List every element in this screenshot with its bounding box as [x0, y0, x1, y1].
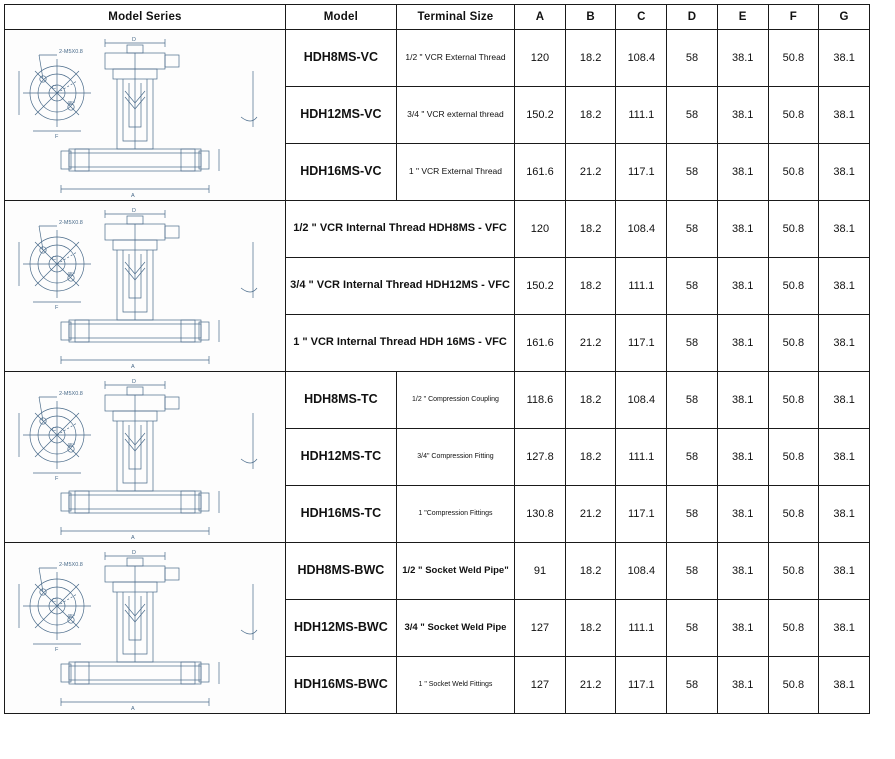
dimension-b-cell: 18.2 [565, 201, 616, 258]
svg-text:2-M5X0.8: 2-M5X0.8 [59, 391, 83, 397]
model-series-drawing-cell [5, 543, 286, 714]
dimension-g-cell: 38.1 [819, 258, 870, 315]
svg-text:D: D [132, 550, 136, 556]
dimension-c-cell: 117.1 [616, 144, 667, 201]
table-body [5, 30, 870, 714]
dimension-e-cell: 38.1 [717, 315, 768, 372]
specification-table [4, 4, 870, 714]
dimension-c-cell: 108.4 [616, 30, 667, 87]
model-name-cell: HDH16MS-VC [285, 144, 396, 201]
terminal-size-cell: 3/4 " VCR external thread [396, 87, 514, 144]
dimension-a-cell: 127.8 [515, 429, 566, 486]
dimension-d-cell: 58 [667, 429, 718, 486]
terminal-size-cell: 1 " Socket Weld Fittings [396, 657, 514, 714]
dimension-g-cell: 38.1 [819, 30, 870, 87]
dimension-a-cell: 127 [515, 657, 566, 714]
dimension-d-cell: 58 [667, 372, 718, 429]
column-header-a: A [515, 5, 566, 30]
dimension-f-cell: 50.8 [768, 258, 819, 315]
terminal-size-cell: 1 "Compression Fittings [396, 486, 514, 543]
svg-text:2-M5X0.8: 2-M5X0.8 [59, 220, 83, 226]
dimension-a-cell: 150.2 [515, 87, 566, 144]
column-header-terminal-size: Terminal Size [396, 5, 514, 30]
dimension-e-cell: 38.1 [717, 429, 768, 486]
dimension-f-cell: 50.8 [768, 30, 819, 87]
dimension-f-cell: 50.8 [768, 87, 819, 144]
svg-text:D: D [132, 37, 136, 43]
dimension-c-cell: 117.1 [616, 657, 667, 714]
terminal-size-cell: 1/2 " VCR External Thread [396, 30, 514, 87]
dimension-d-cell: 58 [667, 657, 718, 714]
svg-text:C: C [52, 598, 56, 604]
dimension-f-cell: 50.8 [768, 486, 819, 543]
dimension-c-cell: 111.1 [616, 429, 667, 486]
dimension-d-cell: 58 [667, 144, 718, 201]
dimension-c-cell: 108.4 [616, 543, 667, 600]
dimension-c-cell: 111.1 [616, 600, 667, 657]
dimension-e-cell: 38.1 [717, 372, 768, 429]
valve-technical-drawing [5, 202, 268, 370]
terminal-size-cell: 1/2 " Compression Coupling [396, 372, 514, 429]
dimension-e-cell: 38.1 [717, 258, 768, 315]
column-header-model-series: Model Series [5, 5, 286, 30]
svg-text:F: F [55, 305, 59, 311]
model-name-cell: 1/2 " VCR Internal Thread HDH8MS - VFC [285, 201, 514, 258]
model-name-cell: HDH12MS-BWC [285, 600, 396, 657]
dimension-a-cell: 91 [515, 543, 566, 600]
svg-text:2-M5X0.8: 2-M5X0.8 [59, 562, 83, 568]
dimension-a-cell: 120 [515, 30, 566, 87]
table-row [5, 201, 870, 258]
svg-text:C: C [52, 256, 56, 262]
dimension-a-cell: 127 [515, 600, 566, 657]
dimension-f-cell: 50.8 [768, 201, 819, 258]
svg-text:D: D [132, 379, 136, 385]
column-header-model: Model [285, 5, 396, 30]
header-row [5, 5, 870, 30]
dimension-c-cell: 111.1 [616, 258, 667, 315]
svg-text:C: C [52, 85, 56, 91]
dimension-e-cell: 38.1 [717, 87, 768, 144]
column-header-f: F [768, 5, 819, 30]
column-header-g: G [819, 5, 870, 30]
dimension-a-cell: 150.2 [515, 258, 566, 315]
svg-text:45°: 45° [67, 614, 76, 620]
dimension-d-cell: 58 [667, 543, 718, 600]
svg-text:45°: 45° [67, 272, 76, 278]
model-name-cell: 3/4 " VCR Internal Thread HDH12MS - VFC [285, 258, 514, 315]
dimension-d-cell: 58 [667, 30, 718, 87]
svg-text:F: F [55, 647, 59, 653]
dimension-b-cell: 21.2 [565, 315, 616, 372]
dimension-b-cell: 21.2 [565, 657, 616, 714]
column-header-c: C [616, 5, 667, 30]
table-row [5, 543, 870, 600]
svg-text:A: A [131, 535, 135, 541]
dimension-e-cell: 38.1 [717, 201, 768, 258]
dimension-e-cell: 38.1 [717, 30, 768, 87]
dimension-f-cell: 50.8 [768, 429, 819, 486]
dimension-f-cell: 50.8 [768, 543, 819, 600]
dimension-d-cell: 58 [667, 600, 718, 657]
dimension-c-cell: 111.1 [616, 87, 667, 144]
dimension-a-cell: 130.8 [515, 486, 566, 543]
model-name-cell: 1 " VCR Internal Thread HDH 16MS - VFC [285, 315, 514, 372]
svg-text:45°: 45° [67, 443, 76, 449]
svg-text:2-M5X0.8: 2-M5X0.8 [59, 49, 83, 55]
dimension-b-cell: 18.2 [565, 30, 616, 87]
terminal-size-cell: 1 " VCR External Thread [396, 144, 514, 201]
svg-text:F: F [55, 476, 59, 482]
model-name-cell: HDH16MS-TC [285, 486, 396, 543]
dimension-d-cell: 58 [667, 258, 718, 315]
svg-text:A: A [131, 706, 135, 712]
table-header [5, 5, 870, 30]
terminal-size-cell: 1/2 " Socket Weld Pipe" [396, 543, 514, 600]
dimension-g-cell: 38.1 [819, 372, 870, 429]
dimension-g-cell: 38.1 [819, 201, 870, 258]
dimension-e-cell: 38.1 [717, 543, 768, 600]
dimension-g-cell: 38.1 [819, 657, 870, 714]
column-header-b: B [565, 5, 616, 30]
svg-text:D: D [132, 208, 136, 214]
dimension-g-cell: 38.1 [819, 429, 870, 486]
dimension-c-cell: 108.4 [616, 372, 667, 429]
model-name-cell: HDH8MS-VC [285, 30, 396, 87]
dimension-c-cell: 117.1 [616, 315, 667, 372]
dimension-e-cell: 38.1 [717, 144, 768, 201]
dimension-b-cell: 21.2 [565, 486, 616, 543]
dimension-g-cell: 38.1 [819, 543, 870, 600]
valve-technical-drawing [5, 544, 268, 712]
model-name-cell: HDH8MS-BWC [285, 543, 396, 600]
dimension-g-cell: 38.1 [819, 486, 870, 543]
column-header-d: D [667, 5, 718, 30]
column-header-e: E [717, 5, 768, 30]
valve-technical-drawing [5, 31, 268, 199]
dimension-f-cell: 50.8 [768, 144, 819, 201]
model-series-drawing-cell [5, 30, 286, 201]
svg-text:F: F [55, 134, 59, 140]
dimension-g-cell: 38.1 [819, 87, 870, 144]
model-name-cell: HDH12MS-TC [285, 429, 396, 486]
terminal-size-cell: 3/4 " Socket Weld Pipe [396, 600, 514, 657]
dimension-b-cell: 18.2 [565, 87, 616, 144]
dimension-d-cell: 58 [667, 201, 718, 258]
model-name-cell: HDH16MS-BWC [285, 657, 396, 714]
dimension-f-cell: 50.8 [768, 372, 819, 429]
model-name-cell: HDH8MS-TC [285, 372, 396, 429]
terminal-size-cell: 3/4" Compression Fitting [396, 429, 514, 486]
dimension-b-cell: 21.2 [565, 144, 616, 201]
dimension-b-cell: 18.2 [565, 429, 616, 486]
dimension-e-cell: 38.1 [717, 657, 768, 714]
model-series-drawing-cell [5, 201, 286, 372]
dimension-c-cell: 117.1 [616, 486, 667, 543]
dimension-d-cell: 58 [667, 315, 718, 372]
dimension-c-cell: 108.4 [616, 201, 667, 258]
svg-text:45°: 45° [67, 101, 76, 107]
dimension-f-cell: 50.8 [768, 315, 819, 372]
dimension-d-cell: 58 [667, 486, 718, 543]
table-row [5, 372, 870, 429]
table-row [5, 30, 870, 87]
dimension-b-cell: 18.2 [565, 372, 616, 429]
svg-text:A: A [131, 364, 135, 370]
dimension-a-cell: 120 [515, 201, 566, 258]
dimension-g-cell: 38.1 [819, 600, 870, 657]
svg-text:A: A [131, 193, 135, 199]
dimension-a-cell: 161.6 [515, 315, 566, 372]
model-series-drawing-cell [5, 372, 286, 543]
dimension-a-cell: 161.6 [515, 144, 566, 201]
dimension-b-cell: 18.2 [565, 600, 616, 657]
dimension-f-cell: 50.8 [768, 657, 819, 714]
dimension-f-cell: 50.8 [768, 600, 819, 657]
model-name-cell: HDH12MS-VC [285, 87, 396, 144]
dimension-g-cell: 38.1 [819, 315, 870, 372]
valve-technical-drawing [5, 373, 268, 541]
dimension-b-cell: 18.2 [565, 258, 616, 315]
dimension-e-cell: 38.1 [717, 486, 768, 543]
dimension-b-cell: 18.2 [565, 543, 616, 600]
svg-text:C: C [52, 427, 56, 433]
dimension-a-cell: 118.6 [515, 372, 566, 429]
dimension-d-cell: 58 [667, 87, 718, 144]
dimension-e-cell: 38.1 [717, 600, 768, 657]
dimension-g-cell: 38.1 [819, 144, 870, 201]
